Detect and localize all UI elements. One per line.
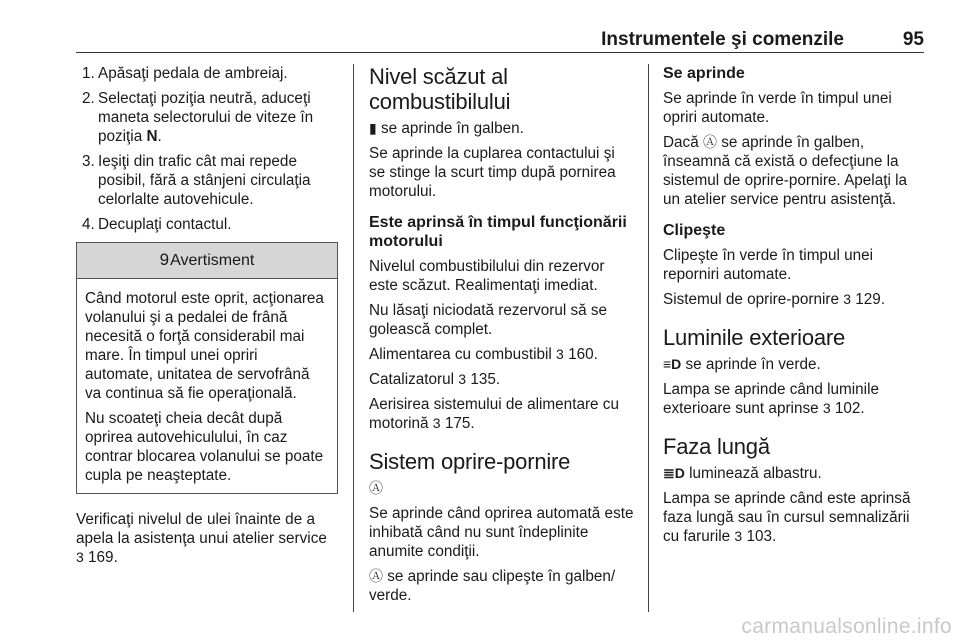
paragraph: Se aprinde când oprirea automată este inhibată când nu sunt îndeplinite anumite condiţii. <box>369 505 634 560</box>
refuel-ref: Alimentarea cu combustibil 3 160. <box>369 346 598 363</box>
page-ref-icon: 3 <box>734 528 743 544</box>
high-beam-icon-line: ≣D luminează albastru. <box>663 465 822 482</box>
section-heading: Sistem oprire-pornire <box>369 449 571 474</box>
high-beam-icon: ≣D <box>663 465 685 481</box>
exterior-lights-icon: ≡D <box>663 356 682 372</box>
diesel-ref: Aerisirea sistemului de alimentare cu motorină 3 175. <box>369 396 619 432</box>
list-item: 2. Selectaţi poziţia neutră, aduceţi maneta selectorului de viteze în poziţia N. <box>82 90 314 145</box>
subsection-heading: Clipeşte <box>663 222 726 239</box>
page-link[interactable]: 103. <box>746 528 777 545</box>
header-title: Instrumentele şi comenzile <box>601 29 844 50</box>
catalyst-ref: Catalizatorul 3 135. <box>369 371 501 388</box>
stop-start-ref: Sistemul de oprire-pornire 3 129. <box>663 291 886 308</box>
warning-paragraph: Când motorul este oprit, acţionarea volanului şi a pedalei de frână necesită o forţă considerabil mai mare. În timpul unei opriri automate, unitatea de servofrână va continua să fie operaţională. <box>85 290 324 402</box>
paragraph: Lampa se aprinde când este aprinsă faza lungă sau în cursul semnalizării cu farurile 3 103. <box>663 490 911 545</box>
warning-body <box>77 279 337 493</box>
fault-paragraph: Dacă Ⓐ se aprinde în galben, înseamnă că există o defecţiune la sistemul de oprire-pornire. Apelaţi la un atelier service pentru asistenţă. <box>663 134 908 208</box>
header-divider <box>76 52 924 53</box>
subsection-heading: Se aprinde <box>663 65 745 82</box>
page-link[interactable]: 160. <box>568 346 598 363</box>
column-divider-2 <box>648 64 649 612</box>
warning-title: Avertisment <box>170 252 255 269</box>
list-item: 4. Decuplaţi contactul. <box>82 216 232 233</box>
section-heading: Nivel scăzut al combustibilului <box>369 64 511 114</box>
paragraph: Lampa se aprinde când luminile exterioare sunt aprinse 3 102. <box>663 381 879 417</box>
section-heading: Luminile exterioare <box>663 325 846 350</box>
stop-start-off-icon: Ⓐ <box>369 480 383 496</box>
page-link[interactable]: 175. <box>444 415 475 432</box>
list-item: 3. Ieşiţi din trafic cât mai repede posibil, fără a stânjeni circulaţia celorlalte autovehicule. <box>82 153 311 208</box>
warning-triangle-icon: 9 <box>159 250 170 269</box>
paragraph: Clipeşte în verde în timpul unei reporniri automate. <box>663 247 874 283</box>
warning-box <box>76 242 338 494</box>
stop-start-icon: Ⓐ <box>369 568 383 584</box>
paragraph: Nivelul combustibilului din rezervor este scăzut. Realimentaţi imediat. <box>369 258 605 294</box>
page-header <box>76 29 924 53</box>
warning-paragraph: Nu scoateţi cheia decât după oprirea autovehiculului, în caz contrar blocarea volanului se poate cupla pe neaşteptate. <box>85 410 324 484</box>
fuel-pump-icon: ▮ <box>369 120 377 136</box>
subsection-heading: Este aprinsă în timpul funcţionării motorului <box>369 214 627 250</box>
paragraph: Se aprinde în verde în timpul unei opriri automate. <box>663 90 892 126</box>
column-left <box>76 64 338 573</box>
column-right <box>663 64 925 552</box>
page-ref-icon: 3 <box>843 291 852 307</box>
section-heading: Faza lungă <box>663 434 770 459</box>
fuel-icon-line: ▮ se aprinde în galben. <box>369 120 524 137</box>
page-link[interactable]: 102. <box>834 400 865 417</box>
page-link[interactable]: 129. <box>855 291 886 308</box>
column-divider-1 <box>353 64 354 612</box>
list-item: 1. Apăsaţi pedala de ambreiaj. <box>82 65 288 82</box>
paragraph: Nu lăsaţi niciodată rezervorul să se golească complet. <box>369 302 608 338</box>
page-ref-icon: 3 <box>432 415 441 431</box>
page-ref-icon: 3 <box>822 400 831 416</box>
page-number: 95 <box>902 29 924 50</box>
warning-header <box>77 243 337 279</box>
exterior-icon-line: ≡D se aprinde în verde. <box>663 356 821 373</box>
paragraph: Ⓐ se aprinde sau clipeşte în galben/ verde. <box>369 568 616 604</box>
page-link[interactable]: 169. <box>88 549 118 566</box>
page-ref-icon: 3 <box>76 549 84 565</box>
steps-list <box>76 64 338 234</box>
stop-start-icon: Ⓐ <box>702 134 717 150</box>
watermark: carmanualsonline.info <box>741 615 952 638</box>
paragraph: Se aprinde la cuplarea contactului şi se stinge la scurt timp după pornirea motorului. <box>369 145 616 200</box>
page-ref-icon: 3 <box>458 371 467 387</box>
oil-note: Verificaţi nivelul de ulei înainte de a apela la asistenţa unui atelier service 3 169. <box>76 511 327 566</box>
page-ref-icon: 3 <box>556 346 564 362</box>
page-link[interactable]: 135. <box>470 371 501 388</box>
stop-start-icon-line <box>369 479 634 498</box>
column-middle <box>369 64 634 611</box>
